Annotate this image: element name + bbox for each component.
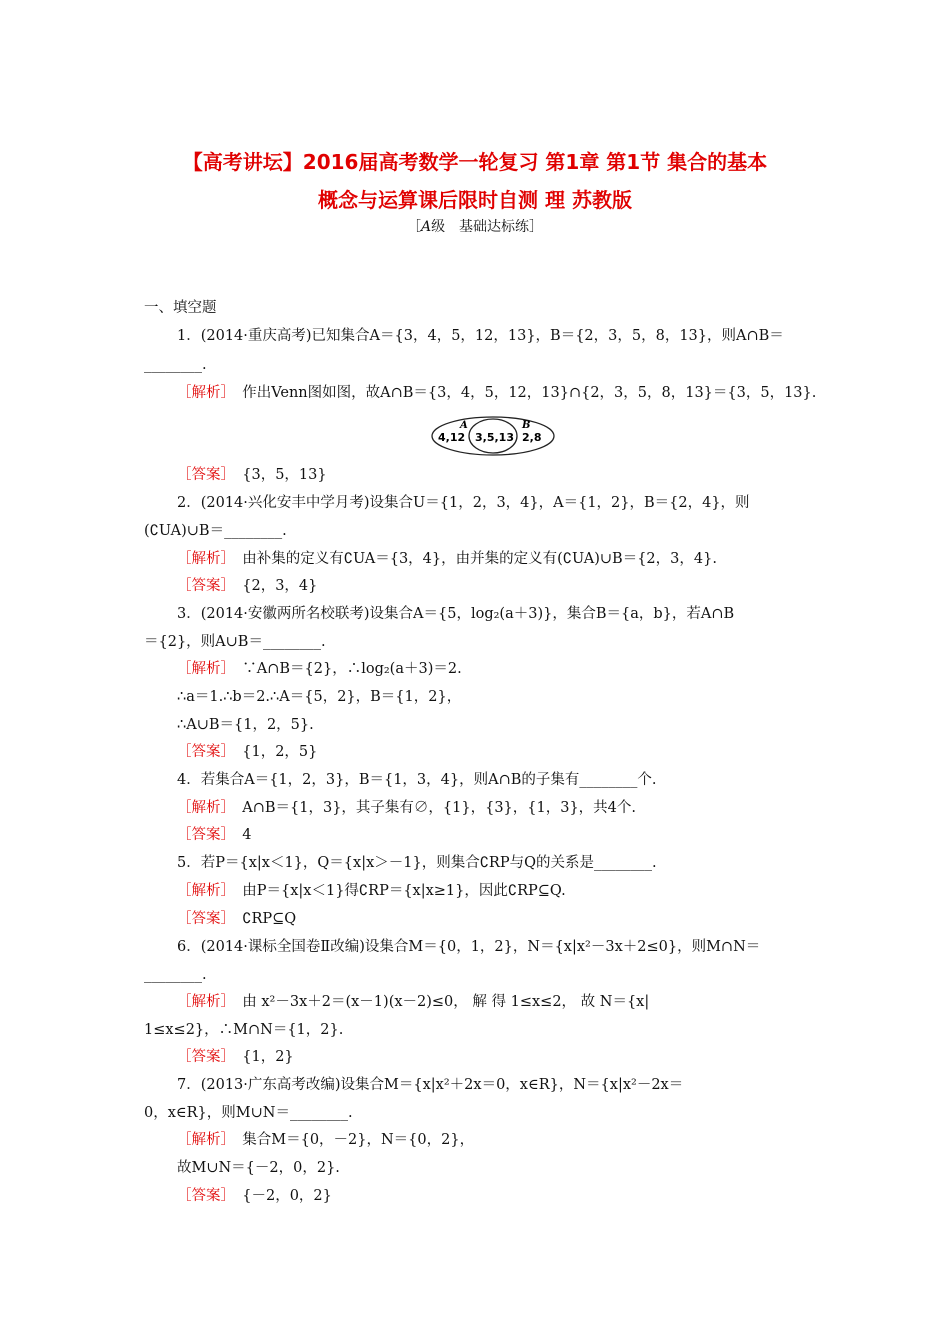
analysis-tag: ［解析］ xyxy=(177,1132,228,1148)
document-title-line-2: 概念与运算课后限时自测 理 苏教版 xyxy=(318,188,632,212)
answer-tag: ［答案］ xyxy=(177,578,228,594)
analysis-2 xyxy=(177,549,717,569)
answer-1-text: {3，5，13} xyxy=(242,467,327,483)
analysis-6-text: 由 x²－3x＋2＝(x－1)(x－2)≤0， 解 得 1≤x≤2， 故 N＝{x| xyxy=(242,994,650,1010)
question-1-line-1: 1．(2014·重庆高考)已知集合A＝{3，4，5，12，13}，B＝{2，3，5，8，13}，则A∩B＝ xyxy=(177,328,784,344)
question-6-line-1: 6．(2014·课标全国卷Ⅱ改编)设集合M＝{0，1，2}，N＝{x|x²－3x＋2≤0}，则M∩N＝ xyxy=(177,939,761,955)
venn-label-b: B xyxy=(522,420,531,431)
answer-tag: ［答案］ xyxy=(177,911,228,927)
answer-7-text: {－2，0，2} xyxy=(242,1188,332,1204)
question-7-line-1: 7．(2013·广东高考改编)设集合M＝{x|x²＋2x＝0，x∈R}，N＝{x|x²－2x＝ xyxy=(177,1077,684,1093)
venn-right-values: 2,8 xyxy=(522,431,542,444)
analysis-1 xyxy=(177,383,816,403)
analysis-tag: ［解析］ xyxy=(177,385,228,401)
venn-diagram xyxy=(430,414,556,458)
venn-left-values: 4,12 xyxy=(438,431,466,444)
answer-4 xyxy=(177,825,251,845)
analysis-2-text: 由补集的定义有∁UA＝{3，4}，由并集的定义有(∁UA)∪B＝{2，3，4}. xyxy=(242,551,717,567)
analysis-tag: ［解析］ xyxy=(177,800,228,816)
level-text: 级 基础达标练］ xyxy=(431,219,544,235)
answer-tag: ［答案］ xyxy=(177,467,228,483)
answer-tag: ［答案］ xyxy=(177,1049,228,1065)
level-letter: A xyxy=(420,219,432,235)
analysis-tag: ［解析］ xyxy=(177,994,228,1010)
analysis-6-line-2: 1≤x≤2}，∴M∩N＝{1，2}. xyxy=(144,1022,344,1038)
analysis-tag: ［解析］ xyxy=(177,883,228,899)
level-heading xyxy=(0,216,950,236)
analysis-3-line-2: ∴a＝1.∴b＝2.∴A＝{5，2}，B＝{1，2}， xyxy=(177,689,462,705)
level-bracket: ［ xyxy=(406,219,421,235)
answer-6-text: {1，2} xyxy=(242,1049,294,1065)
analysis-7-line-2: 故M∪N＝{－2，0，2}. xyxy=(177,1160,340,1176)
analysis-7 xyxy=(177,1130,474,1150)
analysis-5 xyxy=(177,881,566,901)
answer-tag: ［答案］ xyxy=(177,827,228,843)
analysis-tag: ［解析］ xyxy=(177,551,228,567)
answer-4-text: 4 xyxy=(242,827,252,843)
answer-5 xyxy=(177,909,296,929)
answer-tag: ［答案］ xyxy=(177,1188,228,1204)
question-2-line-2: (∁UA)∪B＝________. xyxy=(144,523,287,539)
question-5: 5．若P＝{x|x＜1}，Q＝{x|x＞－1}，则集合∁RP与Q的关系是________. xyxy=(177,855,657,871)
question-4: 4．若集合A＝{1，2，3}，B＝{1，3，4}，则A∩B的子集有________个. xyxy=(177,772,657,788)
analysis-7-text: 集合M＝{0，－2}，N＝{0，2}， xyxy=(242,1132,475,1148)
venn-label-a: A xyxy=(460,420,468,431)
answer-6 xyxy=(177,1047,294,1067)
answer-7 xyxy=(177,1186,332,1206)
question-3-line-2: ＝{2}，则A∪B＝________. xyxy=(144,634,326,650)
answer-3 xyxy=(177,742,317,762)
analysis-5-text: 由P＝{x|x＜1}得∁RP＝{x|x≥1}，因此∁RP⊆Q. xyxy=(242,883,566,899)
question-3-line-1: 3．(2014·安徽两所名校联考)设集合A＝{5，log₂(a＋3)}，集合B＝{a，b}，若A∩B xyxy=(177,606,735,622)
answer-1 xyxy=(177,465,327,485)
analysis-3-text: ∵A∩B＝{2}，∴log₂(a＋3)＝2. xyxy=(242,661,462,677)
answer-2 xyxy=(177,576,317,596)
analysis-3-line-3: ∴A∪B＝{1，2，5}. xyxy=(177,717,314,733)
analysis-3 xyxy=(177,659,462,679)
question-2-line-1: 2．(2014·兴化安丰中学月考)设集合U＝{1，2，3，4}，A＝{1，2}，B＝{2，4}，则 xyxy=(177,495,750,511)
question-1-line-2: ________. xyxy=(144,357,207,373)
analysis-1-text: 作出Venn图如图，故A∩B＝{3，4，5，12，13}∩{2，3，5，8，13}＝{3，5，13}. xyxy=(242,385,817,401)
venn-middle-values: 3,5,13 xyxy=(475,431,514,444)
document-title-line-1: 【高考讲坛】2016届高考数学一轮复习 第1章 第1节 集合的基本 xyxy=(182,150,768,174)
analysis-4 xyxy=(177,798,636,818)
question-6-line-2: ________. xyxy=(144,967,207,983)
analysis-6 xyxy=(177,992,649,1012)
analysis-tag: ［解析］ xyxy=(177,661,228,677)
section-heading: 一、填空题 xyxy=(144,300,217,316)
analysis-4-text: A∩B＝{1，3}，其子集有∅，{1}，{3}，{1，3}，共4个. xyxy=(242,800,637,816)
question-7-line-2: 0，x∈R}，则M∪N＝________. xyxy=(144,1105,353,1121)
answer-2-text: {2，3，4} xyxy=(242,578,318,594)
answer-tag: ［答案］ xyxy=(177,744,228,760)
answer-3-text: {1，2，5} xyxy=(242,744,318,760)
answer-5-text: ∁RP⊆Q xyxy=(242,911,297,927)
